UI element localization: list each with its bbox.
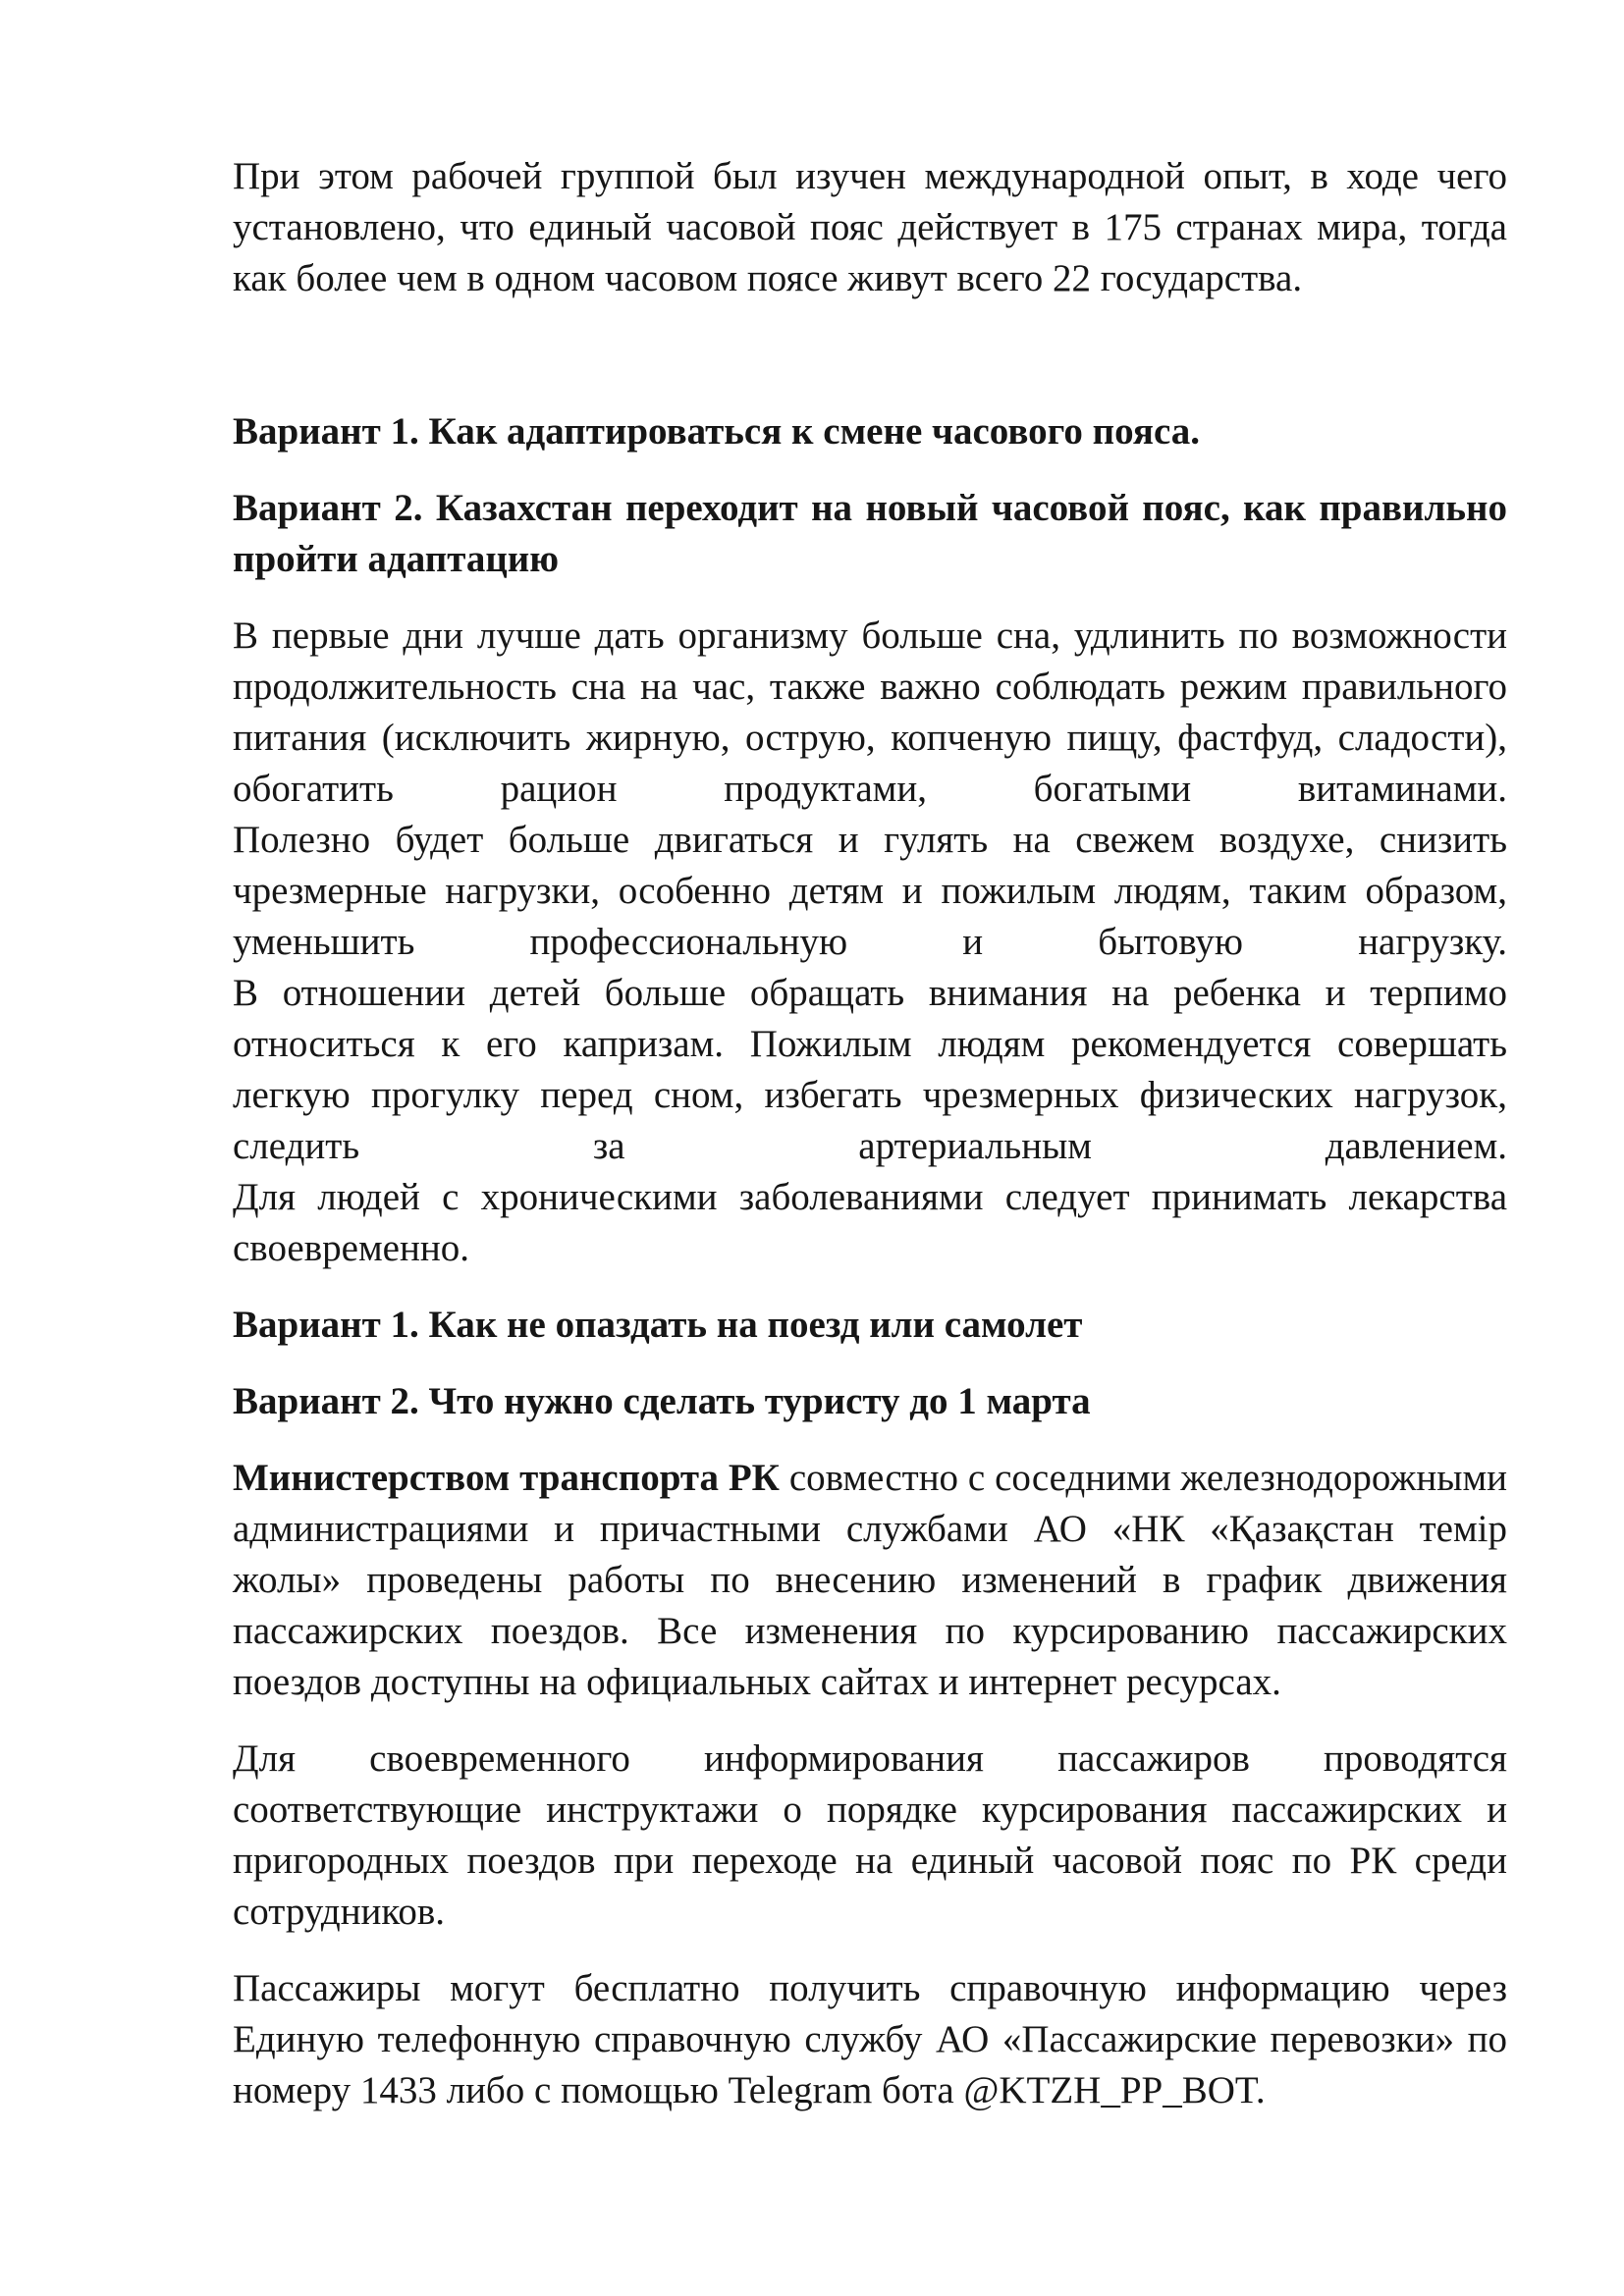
paragraph	[233, 1963, 1507, 2116]
empty-line	[233, 330, 1507, 381]
bold-text-run: Вариант 2. Казахстан переходит на новый часовой пояс, как правильно пройти адаптацию	[233, 487, 1507, 580]
text-run: Для своевременного информирования пассажиров проводятся соответствующие инструктажи о порядке курсирования пассажирских и пригородных поездов при переходе на единый часовой пояс по РК среди сотрудников.	[233, 1737, 1507, 1933]
text-line-group	[233, 968, 1507, 1172]
bold-text-run: Вариант 1. Как не опаздать на поезд или самолет	[233, 1304, 1083, 1346]
text-line-group	[233, 151, 1507, 304]
text-run: При этом рабочей группой был изучен международной опыт, в ходе чего установлено, что единый часовой пояс действует в 175 странах мира, тогда как более чем в одном часовом поясе живут всего 22 государства.	[233, 155, 1507, 299]
text-run: совместно с соседними железнодорожными администрациями и причастными службами АО «НК «Қазақстан темір жолы» проведены работы по внесению изменений в график движения пассажирских поездов. Все изменения по курсированию пассажирских поездов доступны на официальных сайтах и интернет ресурсах.	[233, 1457, 1508, 1703]
text-run: Пассажиры могут бесплатно получить справочную информацию через Единую телефонную справочную службу АО «Пассажирские перевозки» по номеру 1433 либо с помощью Telegram бота @KTZH_PP_BOT.	[233, 1967, 1507, 2111]
paragraph	[233, 1453, 1507, 1708]
paragraph	[233, 151, 1507, 304]
paragraph	[233, 611, 1507, 1274]
text-line-group	[233, 1963, 1507, 2116]
paragraph	[233, 1734, 1507, 1938]
bold-text-run: Министерством транспорта РК	[233, 1457, 780, 1499]
text-line-group	[233, 1376, 1507, 1427]
text-run: Полезно будет больше двигаться и гулять на свежем воздухе, снизить чрезмерные нагрузки, особенно детям и пожилым людям, таким образом, уменьшить профессиональную и бытовую нагрузку.	[233, 819, 1507, 963]
text-line-group	[233, 1734, 1507, 1938]
heading	[233, 1376, 1507, 1427]
text-run: В первые дни лучше дать организму больше сна, удлинить по возможности продолжительность сна на час, также важно соблюдать режим правильного питания (исключить жирную, острую, копченую пищу, фастфуд, сладости), обогатить рацион продуктами, богатыми витаминами.	[233, 614, 1507, 810]
bold-text-run: Вариант 2. Что нужно сделать туристу до 1 марта	[233, 1380, 1091, 1422]
text-run: Для людей с хроническими заболеваниями следует принимать лекарства своевременно.	[233, 1176, 1507, 1269]
text-line-group	[233, 1172, 1507, 1274]
heading	[233, 406, 1507, 457]
text-line-group	[233, 483, 1507, 585]
heading	[233, 483, 1507, 585]
text-line-group	[233, 1300, 1507, 1351]
bold-text-run: Вариант 1. Как адаптироваться к смене часового пояса.	[233, 410, 1200, 453]
text-line-group	[233, 1453, 1507, 1708]
text-run: В отношении детей больше обращать внимания на ребенка и терпимо относиться к его капризам. Пожилым людям рекомендуется совершать легкую прогулку перед сном, избегать чрезмерных физических нагрузок, следить за артериальным давлением.	[233, 972, 1507, 1167]
text-line-group	[233, 406, 1507, 457]
text-line-group	[233, 815, 1507, 968]
text-line-group	[233, 611, 1507, 815]
heading	[233, 1300, 1507, 1351]
